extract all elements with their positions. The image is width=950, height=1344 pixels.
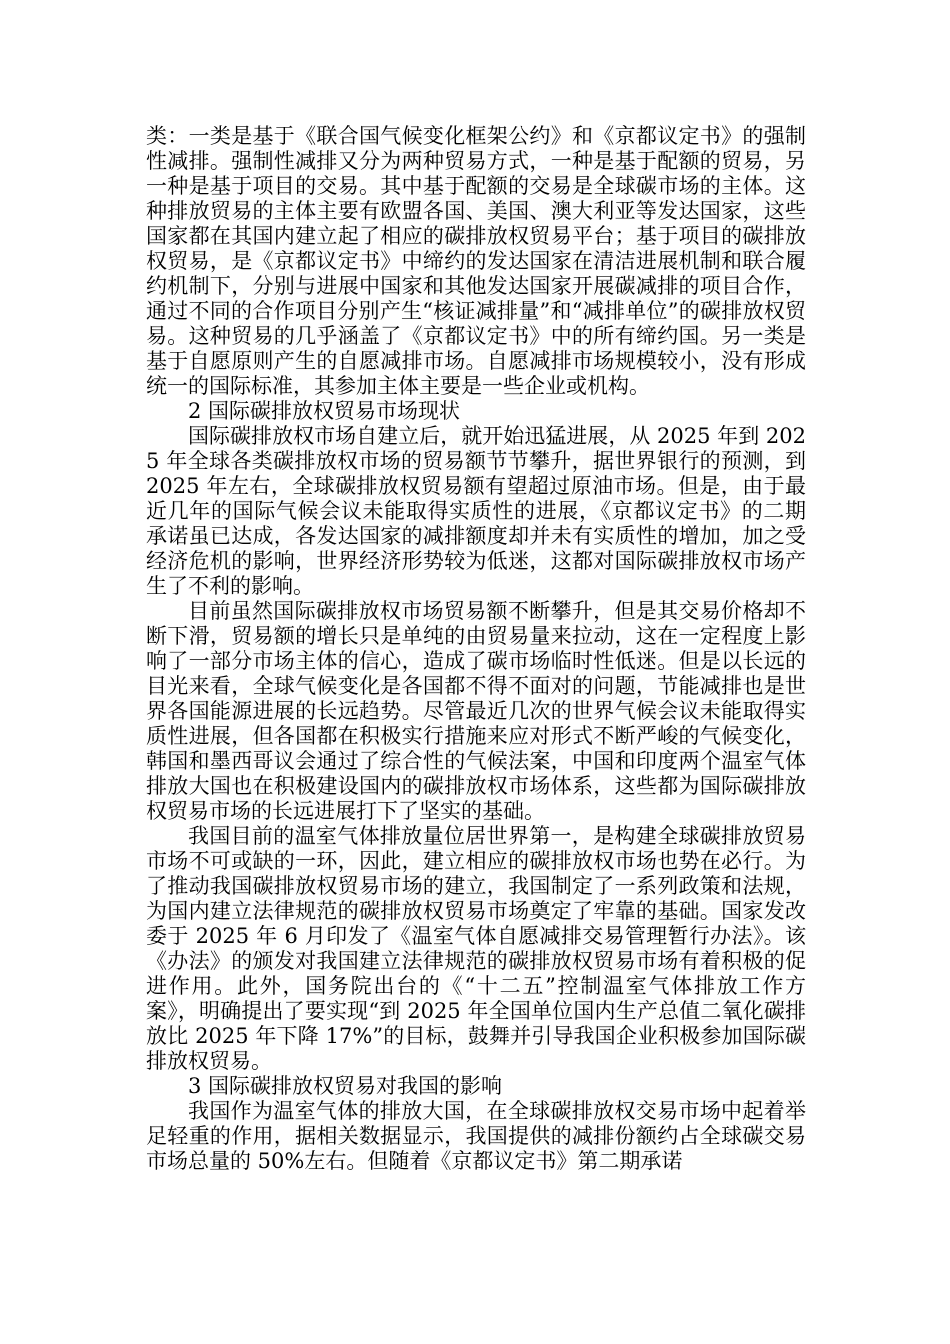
paragraph: 我国作为温室气体的排放大国，在全球碳排放权交易市场中起着举足轻重的作用，据相关数据显示，我国提供的减排份额约占全球碳交易市场总量的 50%左右。但随着《京都议定书》第二期承诺 — [146, 1099, 806, 1173]
paragraph: 目前虽然国际碳排放权市场贸易额不断攀升，但是其交易价格却不断下滑，贸易额的增长只是单纯的由贸易量来拉动，这在一定程度上影响了一部分市场主体的信心，造成了碳市场临时性低迷。但是以长远的目光来看，全球气候变化是各国都不得不面对的问题，节能减排也是世界各国能源进展的长远趋势。尽管最近几次的世界气候会议未能取得实质性进展，但各国都在积极实行措施来应对形式不断严峻的气候变化，韩国和墨西哥议会通过了综合性的气候法案，中国和印度两个温室气体排放大国也在积极建设国内的碳排放权市场体系，这些都为国际碳排放权贸易市场的长远进展打下了坚实的基础。 — [146, 599, 806, 823]
document-page — [146, 124, 806, 1174]
section-heading-2: 2 国际碳排放权贸易市场现状 — [188, 399, 461, 423]
paragraph: 我国目前的温室气体排放量位居世界第一，是构建全球碳排放贸易市场不可或缺的一环，因此，建立相应的碳排放权市场也势在必行。为了推动我国碳排放权贸易市场的建立，我国制定了一系列政策和法规，为国内建立法律规范的碳排放权贸易市场奠定了牢靠的基础。国家发改委于 2025 年 6 月印发了《温室气体自愿减排交易管理暂行办法》。该《办法》的颁发对我国建立法律规范的碳排放权贸易市场有着积极的促进作用。此外，国务院出台的《“十二五”控制温室气体排放工作方案》，明确提出了要实现“到 2025 年全国单位国内生产总值二氧化碳排放比 2025 年下降 17%”的目标，鼓舞并引导我国企业积极参加国际碳排放权贸易。 — [146, 824, 806, 1073]
paragraph-continuation: 类：一类是基于《联合国气候变化框架公约》和《京都议定书》的强制性减排。强制性减排又分为两种贸易方式，一种是基于配额的贸易，另一种是基于项目的交易。其中基于配额的交易是全球碳市场的主体。这种排放贸易的主体主要有欧盟各国、美国、澳大利亚等发达国家，这些国家都在其国内建立起了相应的碳排放权贸易平台；基于项目的碳排放权贸易，是《京都议定书》中缔约的发达国家在清洁进展机制和联合履约机制下，分别与进展中国家和其他发达国家开展碳减排的项目合作，通过不同的合作项目分别产生“核证减排量”和“减排单位”的碳排放权贸易。这种贸易的几乎涵盖了《京都议定书》中的所有缔约国。另一类是基于自愿原则产生的自愿减排市场。自愿减排市场规模较小，没有形成统一的国际标准，其参加主体主要是一些企业或机构。 — [146, 124, 806, 398]
paragraph: 国际碳排放权市场自建立后，就开始迅猛进展，从 2025 年到 2025 年全球各类碳排放权市场的贸易额节节攀升，据世界银行的预测，到 2025 年左右，全球碳排放权贸易额有望超过原油市场。但是，由于最近几年的国际气候会议未能取得实质性的进展，《京都议定书》的二期承诺虽已达成，各发达国家的减排额度却并未有实质性的增加，加之受经济危机的影响，世界经济形势较为低迷，这都对国际碳排放权市场产生了不利的影响。 — [146, 424, 806, 598]
section-heading-3: 3 国际碳排放权贸易对我国的影响 — [188, 1074, 503, 1098]
